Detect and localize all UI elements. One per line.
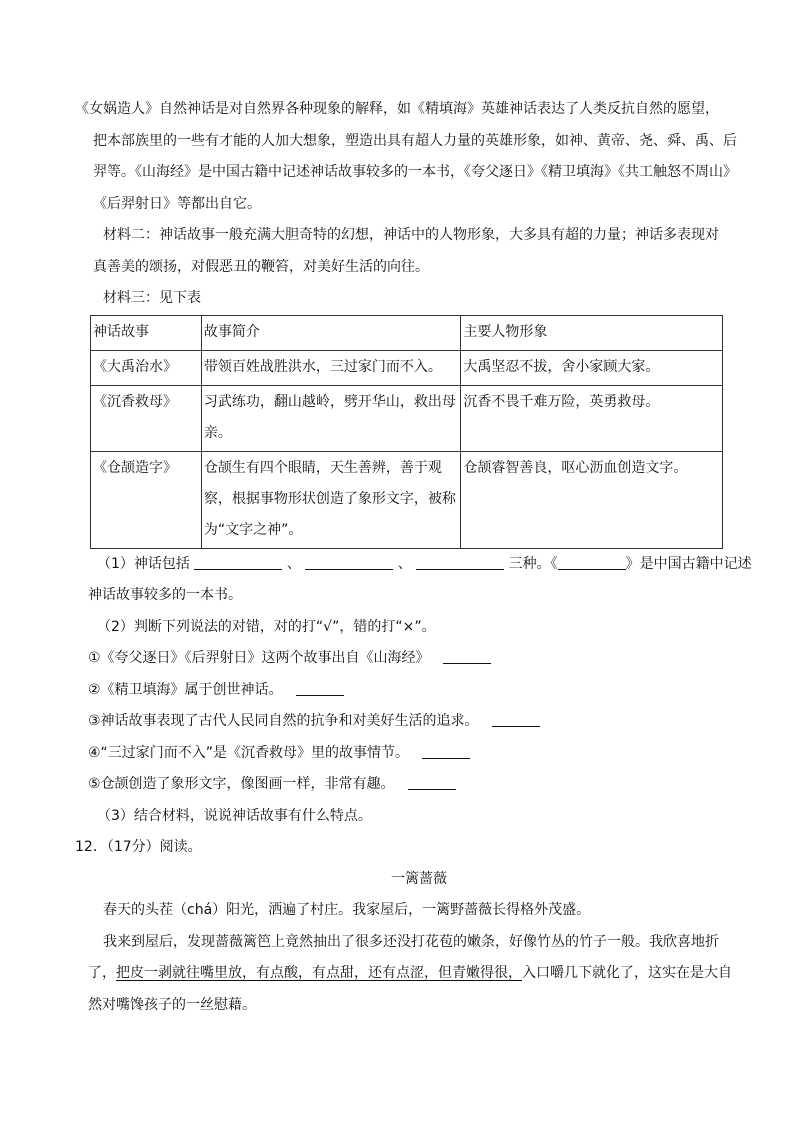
intro-line: 《女娲造人》自然神话是对自然界各种现象的解释，如《精填海》英雄神话表达了人类反抗自然的愿望， — [75, 101, 719, 117]
question-3: （3）结合材料，说说神话故事有什么特点。 — [97, 807, 372, 824]
material3-label: 材料三：见下表 — [103, 290, 201, 306]
answer-blank[interactable] — [194, 553, 282, 570]
question-12-heading: 12．（17分）阅读。 — [75, 839, 202, 855]
table-header: 主要人物形象 — [461, 315, 723, 350]
question-1-suffix: 》是中国古籍中记述 — [625, 555, 752, 572]
judgement-text: ②《精卫填海》属于创世神话。 — [88, 681, 283, 698]
question-2-prompt: （2）判断下列说法的对错，对的打“√”，错的打“×”。 — [97, 618, 436, 635]
story-cell: 《沉香救母》 — [91, 385, 202, 451]
intro-line: 《后羿射日》等都出自它。 — [93, 195, 261, 212]
judgement-text: ①《夸父逐日》《后羿射日》这两个故事出自《山海经》 — [88, 650, 430, 666]
summary-cell: 带领百姓战胜洪水，三过家门而不入。 — [201, 350, 461, 385]
table-row — [91, 350, 723, 385]
judgement-item — [75, 675, 723, 707]
myth-table — [90, 315, 723, 549]
table-header-row — [91, 315, 723, 350]
article-paragraph-line — [75, 958, 732, 990]
table-row — [91, 385, 723, 451]
judgement-text: ③神话故事表现了古代人民同自然的抗争和对美好生活的追求。 — [88, 713, 479, 729]
character-cell: 沉香不畏千难万险，英勇救母。 — [461, 385, 723, 451]
answer-blank[interactable] — [422, 742, 470, 759]
material2-line: 材料二：神话故事一般充满大胆奇特的幻想，神话中的人物形象，大多具有超的力量；神话多表现对 — [103, 227, 719, 243]
character-cell: 仓颉睿智善良，呕心沥血创造文字。 — [461, 451, 723, 548]
question-1-middle: 三种。《 — [508, 555, 558, 572]
summary-cell: 仓颉生有四个眼睛，天生善辨，善于观察，根据事物形状创造了象形文字，被称为“文字之神”。 — [201, 451, 461, 548]
material2-line: 真善美的颂扬，对假恶丑的鞭笞，对美好生活的向往。 — [93, 258, 429, 275]
underlined-sentence: 把皮一剥就往嘴里放，有点酸，有点甜，还有点涩，但青嫩得很， — [116, 965, 522, 981]
separator: 、 — [286, 555, 301, 572]
answer-blank[interactable] — [305, 553, 393, 570]
document-page — [75, 94, 752, 1021]
answer-blank[interactable] — [558, 553, 626, 570]
question-1-line2: 神话故事较多的一本书。 — [88, 587, 242, 603]
article-title: 一篱蔷薇 — [391, 870, 447, 887]
article-paragraph: 我来到屋后，发现蔷薇篱笆上竟然抽出了很多还没打花苞的嫩条，好像竹丛的竹子一般。我欣喜地折 — [103, 933, 719, 950]
article-paragraph-line: 然对嘴馋孩子的一丝慰藉。 — [88, 996, 256, 1013]
story-cell: 《仓颉造字》 — [91, 451, 202, 548]
answer-blank[interactable] — [416, 553, 504, 570]
intro-line: 把本部族里的一些有才能的人加大想象，塑造出具有超人力量的英雄形象，如神、黄帝、尧、舜、禹、后 — [93, 132, 737, 149]
judgement-text: ⑤仓颉创造了象形文字，像图画一样，非常有趣。 — [88, 776, 395, 792]
intro-line: 羿等。《山海经》是中国古籍中记述神话故事较多的一本书，《夸父逐日》《精卫填海》《共工触怒不周山》 — [93, 164, 737, 180]
character-cell: 大禹坚忍不拔，舍小家顾大家。 — [461, 350, 723, 385]
judgement-item — [75, 706, 723, 738]
answer-blank[interactable] — [443, 647, 491, 664]
article-paragraph: 春天的头茬（chá）阳光，洒遍了村庄。我家屋后，一篱野蔷薇长得格外茂盛。 — [103, 902, 591, 918]
judgement-item — [75, 643, 723, 675]
judgement-text: ④“三过家门而不入”是《沉香救母》里的故事情节。 — [88, 744, 410, 761]
answer-blank[interactable] — [492, 710, 540, 727]
table-header: 故事简介 — [201, 315, 461, 350]
answer-blank[interactable] — [408, 773, 456, 790]
table-row — [91, 451, 723, 548]
separator: 、 — [397, 555, 412, 572]
question-1-prefix: （1）神话包括 — [97, 555, 190, 572]
question-1 — [75, 549, 752, 581]
text-segment: 了， — [88, 965, 116, 981]
summary-cell: 习武练功，翻山越岭，劈开华山，救出母亲。 — [201, 385, 461, 451]
table-header: 神话故事 — [91, 315, 202, 350]
text-segment: 入口嚼几下就化了，这实在是大自 — [522, 965, 732, 981]
story-cell: 《大禹治水》 — [91, 350, 202, 385]
answer-blank[interactable] — [296, 679, 344, 696]
judgement-item — [75, 769, 723, 801]
judgement-item — [75, 738, 723, 770]
